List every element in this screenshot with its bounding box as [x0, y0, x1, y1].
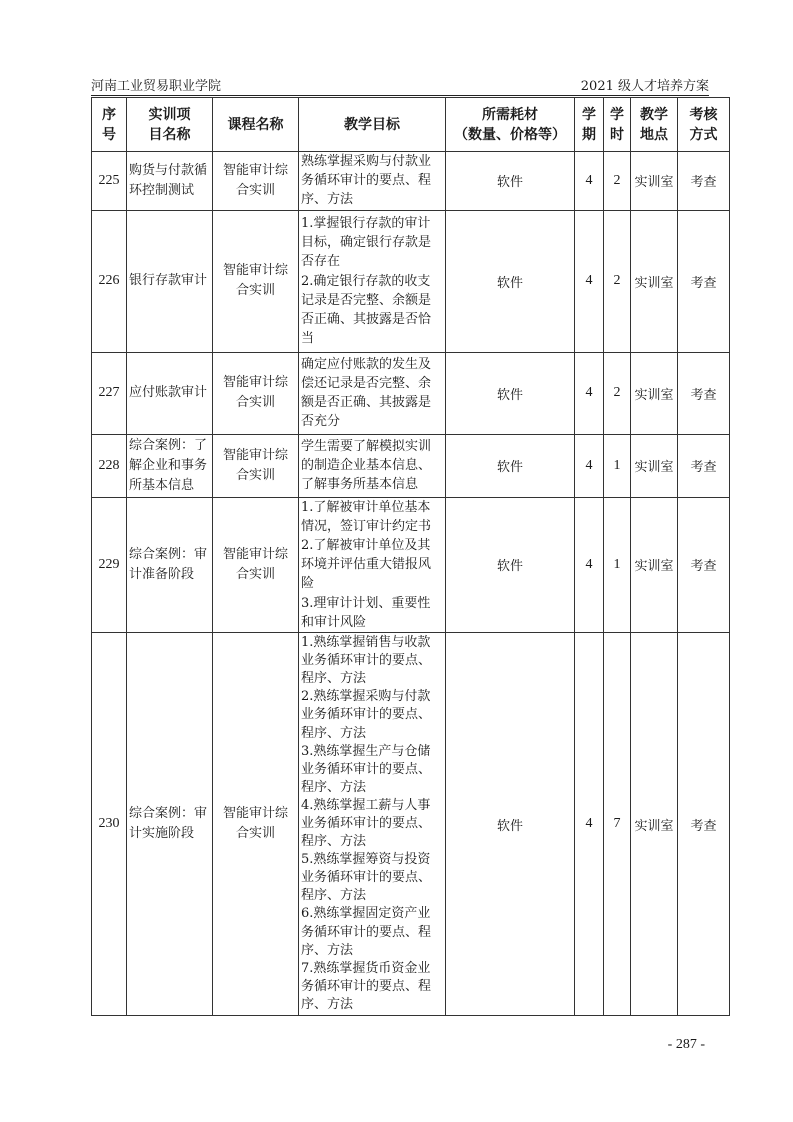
header-rule [91, 95, 709, 96]
row-hours: 1 [604, 497, 631, 632]
table-row [92, 210, 730, 352]
row-term: 4 [575, 434, 604, 497]
row-seq: 225 [92, 152, 127, 211]
table-row [92, 633, 730, 1016]
row-hours: 7 [604, 633, 631, 1016]
col-place: 教学 地点 [631, 98, 678, 152]
table-row [92, 497, 730, 632]
row-project: 综合案例：审 计实施阶段 [127, 633, 213, 1016]
row-materials: 软件 [446, 352, 575, 434]
training-table [91, 97, 730, 1016]
col-materials: 所需耗材 （数量、价格等） [446, 98, 575, 152]
row-course: 智能审计综 合实训 [213, 152, 299, 211]
row-project: 银行存款审计 [127, 210, 213, 352]
col-hours: 学 时 [604, 98, 631, 152]
row-assess: 考查 [678, 497, 730, 632]
row-project: 综合案例：审 计准备阶段 [127, 497, 213, 632]
row-goal: 熟练掌握采购与付款业 务循环审计的要点、程 序、方法 [299, 152, 446, 211]
table-row [92, 434, 730, 497]
row-seq: 228 [92, 434, 127, 497]
row-course: 智能审计综 合实训 [213, 352, 299, 434]
row-assess: 考查 [678, 352, 730, 434]
row-goal: 学生需要了解模拟实训 的制造企业基本信息、 了解事务所基本信息 [299, 434, 446, 497]
row-hours: 2 [604, 352, 631, 434]
row-hours: 2 [604, 210, 631, 352]
plan-title: 2021 级人才培养方案 [580, 79, 709, 94]
row-seq: 227 [92, 352, 127, 434]
school-name: 河南工业贸易职业学院 [91, 79, 222, 94]
row-materials: 软件 [446, 497, 575, 632]
page-header [91, 72, 709, 94]
col-assess: 考核 方式 [678, 98, 730, 152]
row-course: 智能审计综 合实训 [213, 434, 299, 497]
table-row [92, 152, 730, 211]
row-project: 应付账款审计 [127, 352, 213, 434]
col-goal: 教学目标 [299, 98, 446, 152]
row-goal: 1.了解被审计单位基本 情况，签订审计约定书 2.了解被审计单位及其 环境并评估重大错报风 险 3.理审计计划、重要性 和审计风险 [299, 497, 446, 632]
row-materials: 软件 [446, 633, 575, 1016]
row-course: 智能审计综 合实训 [213, 497, 299, 632]
row-goal: 确定应付账款的发生及 偿还记录是否完整、余 额是否正确、其披露是 否充分 [299, 352, 446, 434]
row-place: 实训室 [631, 210, 678, 352]
table-header-row [92, 98, 730, 152]
col-project: 实训项 目名称 [127, 98, 213, 152]
row-term: 4 [575, 633, 604, 1016]
row-course: 智能审计综 合实训 [213, 210, 299, 352]
row-project: 购货与付款循 环控制测试 [127, 152, 213, 211]
row-place: 实训室 [631, 152, 678, 211]
row-assess: 考查 [678, 434, 730, 497]
row-term: 4 [575, 210, 604, 352]
row-materials: 软件 [446, 434, 575, 497]
row-seq: 226 [92, 210, 127, 352]
row-seq: 230 [92, 633, 127, 1016]
row-place: 实训室 [631, 497, 678, 632]
row-place: 实训室 [631, 352, 678, 434]
page-number: - 287 - [667, 1037, 705, 1052]
col-course: 课程名称 [213, 98, 299, 152]
row-materials: 软件 [446, 210, 575, 352]
row-term: 4 [575, 352, 604, 434]
row-project: 综合案例：了 解企业和事务 所基本信息 [127, 434, 213, 497]
col-term: 学 期 [575, 98, 604, 152]
row-goal: 1.掌握银行存款的审计 目标，确定银行存款是 否存在 2.确定银行存款的收支 记录是否完整、余额是 否正确、其披露是否恰 当 [299, 210, 446, 352]
col-seq: 序 号 [92, 98, 127, 152]
row-assess: 考查 [678, 152, 730, 211]
row-seq: 229 [92, 497, 127, 632]
table-row [92, 352, 730, 434]
row-hours: 2 [604, 152, 631, 211]
row-materials: 软件 [446, 152, 575, 211]
row-place: 实训室 [631, 633, 678, 1016]
row-term: 4 [575, 152, 604, 211]
row-assess: 考查 [678, 633, 730, 1016]
row-goal: 1.熟练掌握销售与收款 业务循环审计的要点、 程序、方法 2.熟练掌握采购与付款 业务循环审计的要点、 程序、方法 3.熟练掌握生产与仓储 业务循环审计的要点、 程序、方法 4.熟练掌握工薪与人事 业务循环审计的要点、 程序、方法 5.熟练掌握筹资与投资 业务循环审计的要点、 程序、方法 6.熟练掌握固定资产业 务循环审计的要点、程 序、方法 7.熟练掌握货币资金业 务循环审计的要点、程 序、方法 [299, 633, 446, 1016]
row-place: 实训室 [631, 434, 678, 497]
row-course: 智能审计综 合实训 [213, 633, 299, 1016]
row-hours: 1 [604, 434, 631, 497]
row-assess: 考查 [678, 210, 730, 352]
row-term: 4 [575, 497, 604, 632]
